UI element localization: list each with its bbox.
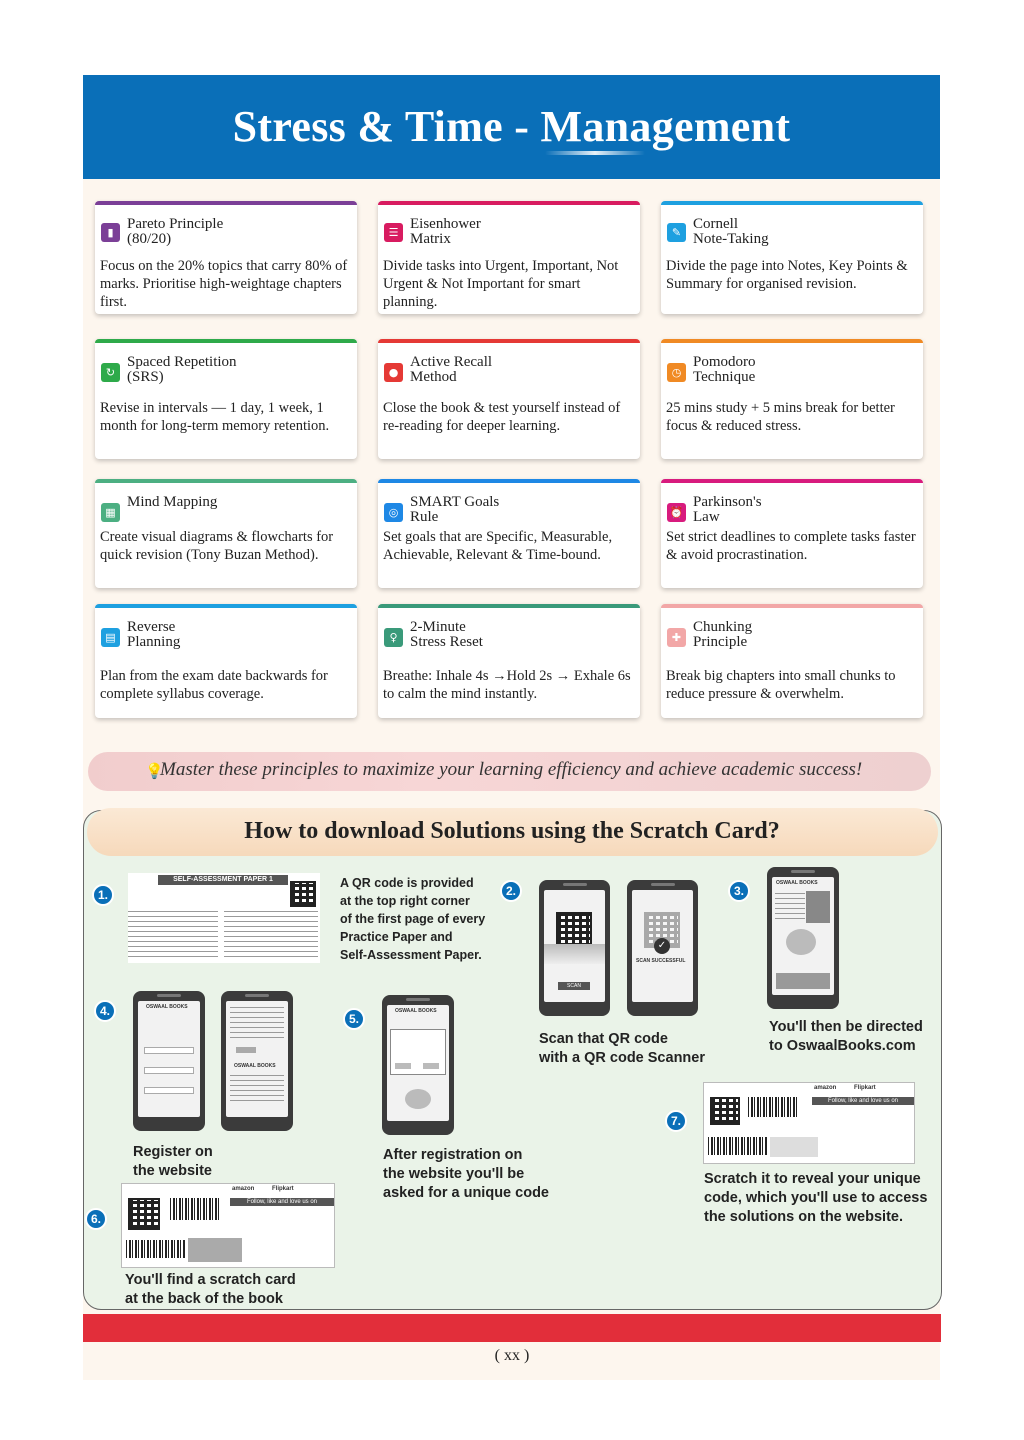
revealed-code-area xyxy=(770,1137,818,1157)
principle-title: Reverse Planning xyxy=(127,619,181,650)
step-6-text: You'll find a scratch card at the back of the book xyxy=(125,1272,296,1307)
principle-title: Spaced Repetition (SRS) xyxy=(127,354,237,385)
principle-description: 25 mins study + 5 mins break for better focus & reduced stress. xyxy=(666,400,895,434)
step-4-text: Register on the website xyxy=(133,1144,213,1179)
scan-line xyxy=(544,944,605,964)
principle-title: 2-Minute Stress Reset xyxy=(410,619,483,650)
qr-code-icon xyxy=(556,912,592,948)
principle-title: Eisenhower Matrix xyxy=(410,216,481,247)
code-button xyxy=(423,1063,439,1069)
principle-card xyxy=(661,201,923,314)
oswaal-logo: OSWAAL BOOKS xyxy=(234,1063,276,1069)
step-3-number: 3. xyxy=(728,880,750,902)
page-number: ( xx ) xyxy=(494,1347,530,1364)
footer-bar xyxy=(83,1314,941,1342)
amazon-logo: amazon xyxy=(814,1085,837,1091)
scratch-section-title: How to download Solutions using the Scratch Card? xyxy=(244,818,780,844)
principle-title: Active Recall Method xyxy=(410,354,493,385)
principle-description: Close the book & test yourself instead of re-reading for deeper learning. xyxy=(383,400,621,434)
phone-notch xyxy=(157,994,181,997)
principle-description: Set strict deadlines to complete tasks faster & avoid procrastination. xyxy=(666,529,916,563)
brain-icon: ● xyxy=(384,363,403,382)
principle-card xyxy=(378,479,640,588)
principle-card xyxy=(378,201,640,314)
step-1-number: 1. xyxy=(92,884,114,906)
step-4-number: 4. xyxy=(94,1000,116,1022)
page-title: Stress & Time - Management xyxy=(232,102,791,151)
principle-description: Breathe: Inhale 4s →Hold 2s → Exhale 6s to calm the mind instantly. xyxy=(383,668,631,702)
site-graphic xyxy=(405,1089,431,1109)
oswaal-logo: OSWAAL BOOKS xyxy=(776,880,818,886)
repeat-icon: ↻ xyxy=(101,363,120,382)
amazon-logo: amazon xyxy=(232,1186,255,1192)
step-3-text: You'll then be directed to OswaalBooks.com xyxy=(769,1019,923,1054)
scratch-card-revealed-image xyxy=(703,1082,915,1164)
step-2-number: 2. xyxy=(500,880,522,902)
title-underline xyxy=(545,151,645,155)
barcode-icon xyxy=(708,1137,768,1155)
principle-description: Plan from the exam date backwards for complete syllabus coverage. xyxy=(100,668,328,702)
step-7-number: 7. xyxy=(665,1110,687,1132)
principle-description: Focus on the 20% topics that carry 80% of marks. Prioritise high-weightage chapters first. xyxy=(100,258,348,310)
phone-notch xyxy=(791,870,815,873)
step-7-text: Scratch it to reveal your unique code, which you'll use to access the solutions on the website. xyxy=(704,1171,928,1225)
flipkart-logo: Flipkart xyxy=(272,1186,294,1192)
paper-text-lines xyxy=(224,911,318,961)
step-5-text: After registration on the website you'll be asked for a unique code xyxy=(383,1147,549,1201)
oswaal-logo: OSWAAL BOOKS xyxy=(395,1008,437,1014)
check-icon: ✓ xyxy=(654,938,670,954)
follow-label: Follow, like and love us on xyxy=(812,1097,914,1105)
master-note-text: Master these principles to maximize your learning efficiency and achieve academic success! xyxy=(160,759,863,780)
phone-screen xyxy=(387,1005,449,1121)
principle-card xyxy=(95,479,357,588)
map-icon: ▦ xyxy=(101,503,120,522)
principle-card xyxy=(95,604,357,718)
step-6-number: 6. xyxy=(85,1208,107,1230)
phone-scan-image xyxy=(539,880,610,1016)
phone-screen xyxy=(772,877,834,995)
site-image xyxy=(806,891,830,923)
principle-card xyxy=(661,479,923,588)
principle-card xyxy=(378,604,640,718)
phone-screen xyxy=(544,890,605,1002)
qr-code-icon xyxy=(128,1198,160,1230)
phone-notch xyxy=(406,998,430,1001)
login-field xyxy=(144,1067,194,1074)
scan-label: SCAN xyxy=(558,982,590,990)
stopwatch-icon: ◷ xyxy=(667,363,686,382)
principle-title: Cornell Note-Taking xyxy=(693,216,769,247)
flipkart-logo: Flipkart xyxy=(854,1085,876,1091)
principle-title: Pomodoro Technique xyxy=(693,354,756,385)
principle-description: Set goals that are Specific, Measurable, Achievable, Relevant & Time-bound. xyxy=(383,529,613,563)
follow-label: Follow, like and love us on xyxy=(230,1198,334,1206)
principle-description: Revise in intervals — 1 day, 1 week, 1 month for long-term memory retention. xyxy=(100,400,330,434)
principle-title: Chunking Principle xyxy=(693,619,753,650)
principle-card xyxy=(378,339,640,459)
principle-description: Divide the page into Notes, Key Points & Summary for organised revision. xyxy=(666,258,908,292)
code-button xyxy=(395,1063,411,1069)
barcode-icon xyxy=(126,1240,186,1258)
login-field xyxy=(144,1087,194,1094)
clipboard-icon: ☰ xyxy=(384,223,403,242)
site-banner xyxy=(776,973,830,989)
principle-card xyxy=(95,201,357,314)
sample-paper-image xyxy=(128,873,320,963)
phone-screen xyxy=(632,890,693,1002)
notes-icon: ✎ xyxy=(667,223,686,242)
scan-success-label: SCAN SUCCESSFUL xyxy=(636,958,686,964)
site-text xyxy=(775,893,805,923)
principle-description: Create visual diagrams & flowcharts for quick revision (Tony Buzan Method). xyxy=(100,529,334,563)
step-5-number: 5. xyxy=(343,1008,365,1030)
puzzle-icon: ✚ xyxy=(667,628,686,647)
lightbulb-icon: 💡 xyxy=(145,762,164,780)
principle-card xyxy=(95,339,357,459)
principle-title: SMART Goals Rule xyxy=(410,494,500,525)
barcode-icon xyxy=(170,1198,220,1220)
title-banner xyxy=(83,75,940,179)
phone-website-image xyxy=(767,867,839,1009)
bar-chart-icon: ▮ xyxy=(101,223,120,242)
phone-code-entry-image xyxy=(382,995,454,1135)
principle-card xyxy=(661,339,923,459)
principle-title: Parkinson's Law xyxy=(693,494,762,525)
barcode-icon xyxy=(748,1097,798,1117)
paper-text-lines xyxy=(128,911,218,961)
register-button xyxy=(236,1047,256,1053)
oswaal-logo: OSWAAL BOOKS xyxy=(146,1004,188,1010)
phone-login-image xyxy=(133,991,205,1131)
qr-code-icon xyxy=(710,1097,740,1125)
login-field xyxy=(144,1047,194,1054)
scratch-area xyxy=(188,1238,242,1262)
register-text xyxy=(230,1075,284,1103)
step-1-text: A QR code is provided at the top right corner of the first page of every Practice Paper and Self-Assessment Paper. xyxy=(340,876,486,962)
phone-screen xyxy=(138,1001,200,1117)
scratch-card-image xyxy=(121,1183,335,1268)
target-icon: ◎ xyxy=(384,503,403,522)
step-2-text: Scan that QR code with a QR code Scanner xyxy=(539,1031,705,1066)
site-graphic xyxy=(786,929,816,955)
alarm-clock-icon: ⏰ xyxy=(667,503,686,522)
register-text xyxy=(230,1007,284,1041)
sap-header-label: SELF-ASSESSMENT PAPER 1 xyxy=(158,875,288,885)
principle-title: Mind Mapping xyxy=(127,494,218,510)
phone-notch xyxy=(563,883,587,886)
principle-description: Divide tasks into Urgent, Important, Not Urgent & Not Important for smart planning. xyxy=(383,258,619,310)
calendar-icon: ▤ xyxy=(101,628,120,647)
meditation-icon: ♀ xyxy=(384,628,403,647)
principle-description: Break big chapters into small chunks to reduce pressure & overwhelm. xyxy=(666,668,896,702)
phone-notch xyxy=(651,883,675,886)
qr-code-icon xyxy=(290,881,316,907)
phone-scan-success-image xyxy=(627,880,698,1016)
phone-screen xyxy=(226,1001,288,1117)
principle-card xyxy=(661,604,923,718)
principle-title: Pareto Principle (80/20) xyxy=(127,216,224,247)
phone-register-image xyxy=(221,991,293,1131)
phone-notch xyxy=(245,994,269,997)
